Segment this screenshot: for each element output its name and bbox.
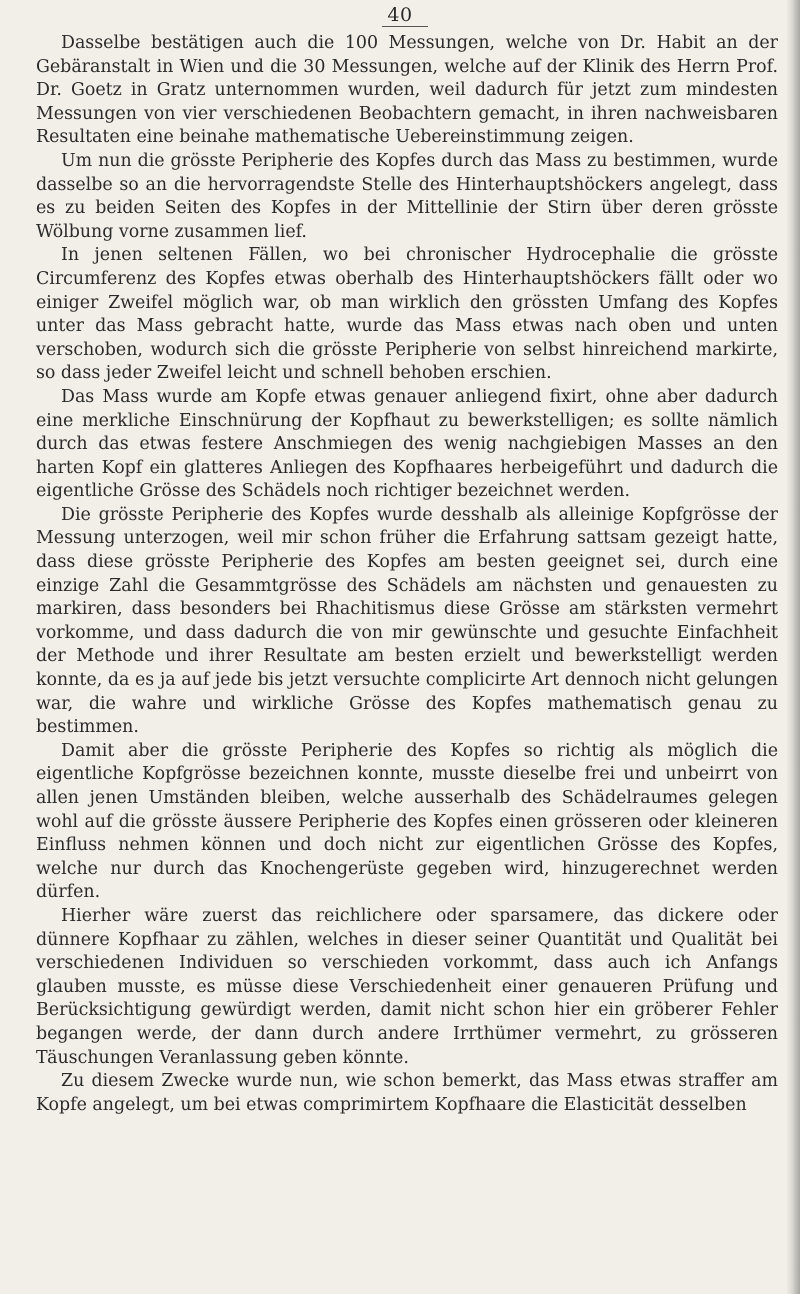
paragraph: Damit aber die grösste Peripherie des Kopfes so richtig als möglich die eigentliche Kopfgrösse bezeichnen konnte, musste dieselbe frei und unbeirrt von allen jenen Umständen bleiben, welche ausserhalb des Schädelraumes gelegen wohl auf die grösste äussere Peripherie des Kopfes einen grösseren oder kleineren Einfluss nehmen können und doch nicht zur eigentlichen Grösse des Kopfes, welche nur durch das Knochengerüste gegeben wird, hinzugerechnet werden dürfen. — [36, 740, 778, 903]
paragraph: Um nun die grösste Peripherie des Kopfes durch das Mass zu bestimmen, wurde dasselbe so an die hervorragendste Stelle des Hinterhauptshöckers angelegt, dass es zu beiden Seiten des Kopfes in der Mittellinie der Stirn über deren grösste Wölbung vorne zusammen lief. — [36, 150, 778, 242]
paragraph: Hierher wäre zuerst das reichlichere oder sparsamere, das dickere oder dünnere Kopfhaar zu zählen, welches in dieser seiner Quantität und Qualität bei verschiedenen Individuen so verschieden vorkommt, dass auch ich Anfangs glauben musste, es müsse diese Verschiedenheit einer genaueren Prüfung und Berücksichtigung gewürdigt werden, damit nicht schon hier ein gröberer Fehler begangen werde, der dann durch andere Irrthümer vermehrt, zu grösseren Täuschungen Veranlassung geben könnte. — [36, 905, 778, 1068]
paragraph: Die grösste Peripherie des Kopfes wurde desshalb als alleinige Kopfgrösse der Messung unterzogen, weil mir schon früher die Erfahrung sattsam gezeigt hatte, dass diese grösste Peripherie des Kopfes am besten geeignet sei, durch eine einzige Zahl die Gesammtgrösse des Schädels am nächsten und genauesten zu markiren, dass besonders bei Rhachitismus diese Grösse am stärksten vermehrt vorkomme, und dass dadurch die von mir gewünschte und gesuchte Einfachheit der Methode und ihrer Resultate am besten erzielt und bewerkstelligt werden konnte, da es ja auf jede bis jetzt versuchte complicirte Art dennoch nicht gelungen war, die wahre und wirkliche Grösse des Kopfes mathematisch genau zu bestimmen. — [36, 504, 778, 738]
paragraph: Dasselbe bestätigen auch die 100 Messungen, welche von Dr. Habit an der Gebäranstalt in Wien und die 30 Messungen, welche auf der Klinik des Herrn Prof. Dr. Goetz in Gratz unternommen wurden, weil dadurch für jetzt zum mindesten Messungen von vier verschiedenen Beobachtern gemacht, in ihren nachweisbaren Resultaten eine beinahe mathematische Uebereinstimmung zeigen. — [36, 33, 778, 148]
paragraph: Das Mass wurde am Kopfe etwas genauer anliegend fixirt, ohne aber dadurch eine merkliche Einschnürung der Kopfhaut zu bewerkstelligen; es sollte nämlich durch das etwas festere Anschmiegen des wenig nachgiebigen Masses an den harten Kopf ein glatteres Anliegen des Kopfhaares herbeigeführt und dadurch die eigentliche Grösse des Schädels noch richtiger bezeichnet werden. — [36, 386, 778, 502]
paragraph: In jenen seltenen Fällen, wo bei chronischer Hydrocephalie die grösste Circumferenz des Kopfes etwas oberhalb des Hinterhauptshöckers fällt oder wo einiger Zweifel möglich war, ob man wirklich den grössten Umfang des Kopfes unter das Mass gebracht hatte, wurde das Mass etwas nach oben und unten verschoben, wodurch sich die grösste Peripherie von selbst hinreichend markirte, so dass jeder Zweifel leicht und schnell behoben erschien. — [36, 245, 778, 384]
page-edge-shadow — [786, 0, 800, 1294]
page-number-rule — [382, 26, 428, 27]
paragraph: Zu diesem Zwecke wurde nun, wie schon bemerkt, das Mass etwas straffer am Kopfe angelegt, um bei etwas comprimirtem Kopfhaare die Elasticität desselben — [36, 1071, 778, 1115]
page-number: 40 — [387, 4, 413, 26]
body-text — [36, 32, 778, 1117]
